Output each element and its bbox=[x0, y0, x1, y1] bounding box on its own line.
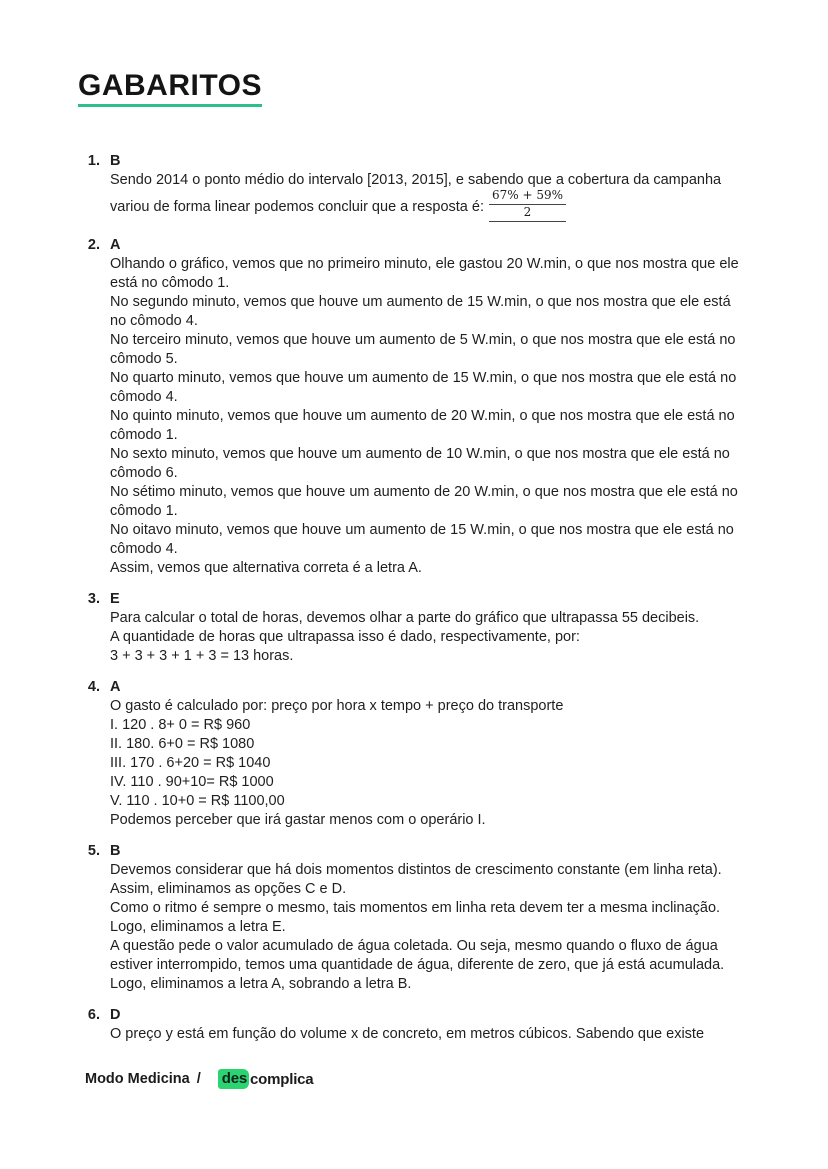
answer-item-body bbox=[110, 678, 750, 830]
answer-letter: D bbox=[110, 1006, 121, 1023]
fraction bbox=[489, 188, 566, 222]
answer-paragraph: O preço y está em função do volume x de concreto, em metros cúbicos. Sabendo que existe bbox=[110, 1025, 705, 1042]
answer-paragraph: No terceiro minuto, vemos que houve um aumento de 5 W.min, o que nos mostra que ele está no cômodo 5. bbox=[110, 331, 736, 367]
answer-paragraph: Assim, eliminamos as opções C e D. bbox=[110, 880, 347, 897]
answer-letter: A bbox=[110, 678, 121, 695]
answer-paragraph: Assim, vemos que alternativa correta é a letra A. bbox=[110, 559, 422, 576]
answer-item bbox=[78, 842, 750, 994]
answer-paragraph: A questão pede o valor acumulado de água coletada. Ou seja, mesmo quando o fluxo de água estiver interrompido, temos uma quantidade de água, diferente de zero, que já está acumulada. bbox=[110, 937, 725, 973]
answer-paragraph: IV. 110 . 90+10= R$ 1000 bbox=[110, 773, 274, 790]
answer-letter: E bbox=[110, 590, 120, 607]
answer-paragraph: Para calcular o total de horas, devemos olhar a parte do gráfico que ultrapassa 55 decibeis. bbox=[110, 609, 700, 626]
answer-paragraph: Devemos considerar que há dois momentos distintos de crescimento constante (em linha reta). bbox=[110, 861, 722, 878]
answer-item-body bbox=[110, 842, 750, 994]
answer-paragraph: No segundo minuto, vemos que houve um aumento de 15 W.min, o que nos mostra que ele está no cômodo 4. bbox=[110, 293, 731, 329]
answer-paragraph: No quarto minuto, vemos que houve um aumento de 15 W.min, o que nos mostra que ele está no cômodo 4. bbox=[110, 369, 737, 405]
answer-item-number: 2. bbox=[87, 236, 100, 253]
answer-paragraph: I. 120 . 8+ 0 = R$ 960 bbox=[110, 716, 251, 733]
answer-paragraph bbox=[110, 171, 750, 224]
answer-paragraph: No sexto minuto, vemos que houve um aumento de 10 W.min, o que nos mostra que ele está no cômodo 6. bbox=[110, 445, 730, 481]
answer-item-number: 5. bbox=[87, 842, 100, 859]
answer-item-body bbox=[110, 1006, 750, 1044]
paragraph-text: Sendo 2014 o ponto médio do intervalo [2013, 2015], e sabendo que a cobertura da campanha variou de forma linear podemos concluir que a resposta é: bbox=[110, 171, 722, 215]
answer-letter: A bbox=[110, 236, 121, 253]
answer-paragraph: Logo, eliminamos a letra A, sobrando a letra B. bbox=[110, 975, 412, 992]
answer-item-body bbox=[110, 236, 750, 578]
answer-item bbox=[78, 152, 750, 224]
fraction-denominator: 2 bbox=[489, 205, 566, 222]
answer-paragraph: Podemos perceber que irá gastar menos com o operário I. bbox=[110, 811, 486, 828]
page-title: GABARITOS bbox=[78, 70, 262, 107]
answer-paragraph: O gasto é calculado por: preço por hora x tempo + preço do transporte bbox=[110, 697, 564, 714]
answer-paragraph: Como o ritmo é sempre o mesmo, tais momentos em linha reta devem ter a mesma inclinação. bbox=[110, 899, 721, 916]
answer-item-body bbox=[110, 590, 750, 666]
answer-paragraph: Logo, eliminamos a letra E. bbox=[110, 918, 286, 935]
answer-list bbox=[0, 152, 828, 1044]
answer-paragraph: III. 170 . 6+20 = R$ 1040 bbox=[110, 754, 271, 771]
answer-item bbox=[78, 678, 750, 830]
page-footer bbox=[85, 1069, 313, 1089]
answer-paragraph: Olhando o gráfico, vemos que no primeiro minuto, ele gastou 20 W.min, o que nos mostra que ele está no cômodo 1. bbox=[110, 255, 739, 291]
answer-paragraph: No oitavo minuto, vemos que houve um aumento de 15 W.min, o que nos mostra que ele está no cômodo 4. bbox=[110, 521, 734, 557]
footer-separator: / bbox=[196, 1071, 201, 1087]
footer-brand: Modo Medicina bbox=[85, 1071, 190, 1087]
answer-item-number: 3. bbox=[87, 590, 100, 607]
logo-des-badge: des bbox=[218, 1069, 249, 1089]
answer-letter: B bbox=[110, 842, 121, 859]
fraction-numerator: 67% + 59% bbox=[489, 188, 566, 205]
answer-item-number: 1. bbox=[87, 152, 100, 169]
answer-item-body bbox=[110, 152, 750, 224]
answer-item-number: 6. bbox=[87, 1006, 100, 1023]
logo-complica-text: complica bbox=[250, 1070, 314, 1088]
answer-paragraph: V. 110 . 10+0 = R$ 1100,00 bbox=[110, 792, 285, 809]
answer-item bbox=[78, 236, 750, 578]
answer-paragraph: No sétimo minuto, vemos que houve um aumento de 20 W.min, o que nos mostra que ele está no cômodo 1. bbox=[110, 483, 738, 519]
answer-paragraph: No quinto minuto, vemos que houve um aumento de 20 W.min, o que nos mostra que ele está no cômodo 1. bbox=[110, 407, 735, 443]
answer-item-number: 4. bbox=[87, 678, 100, 695]
answer-letter: B bbox=[110, 152, 121, 169]
answer-paragraph: II. 180. 6+0 = R$ 1080 bbox=[110, 735, 255, 752]
answer-item bbox=[78, 590, 750, 666]
answer-paragraph: A quantidade de horas que ultrapassa isso é dado, respectivamente, por: bbox=[110, 628, 580, 645]
answer-paragraph: 3 + 3 + 3 + 1 + 3 = 13 horas. bbox=[110, 647, 294, 664]
answer-item bbox=[78, 1006, 750, 1044]
descomplica-logo bbox=[218, 1069, 314, 1089]
